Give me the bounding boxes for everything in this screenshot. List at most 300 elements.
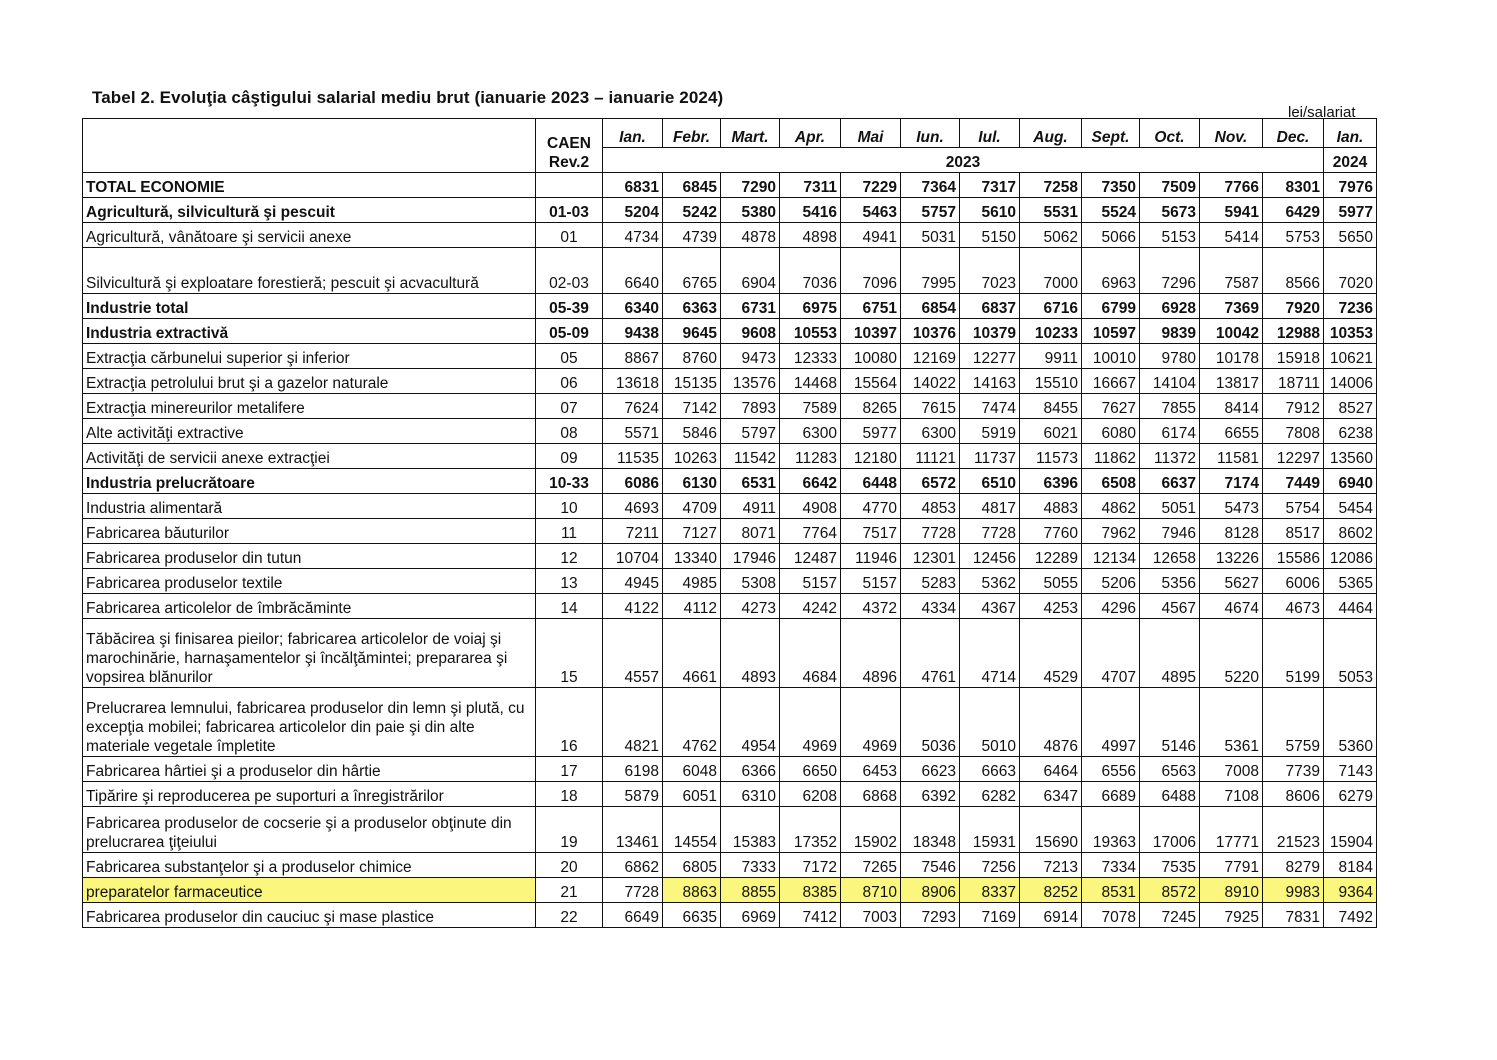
value-cell: 8184: [1324, 853, 1377, 878]
table-row: [83, 344, 1377, 369]
value-cell: 4898: [780, 223, 841, 248]
value-cell: 4911: [721, 494, 780, 519]
value-cell: 5206: [1082, 569, 1140, 594]
caen-code-cell: 17: [536, 757, 603, 782]
activity-name-cell: Fabricarea băuturilor: [83, 519, 536, 544]
value-cell: 15904: [1324, 807, 1377, 853]
value-cell: 6429: [1263, 198, 1324, 223]
value-cell: 10178: [1200, 344, 1263, 369]
value-cell: 6765: [663, 248, 721, 294]
caen-code-cell: 16: [536, 688, 603, 757]
month-header: Ian.: [603, 119, 663, 148]
activity-name-cell: Prelucrarea lemnului, fabricarea produselor din lemn şi plută, cu excepţia mobilei; fabricarea articolelor din paie şi din alte materiale vegetale împletite: [83, 688, 536, 757]
value-cell: 7245: [1140, 903, 1200, 928]
value-cell: 5977: [841, 419, 901, 444]
value-cell: 4253: [1020, 594, 1082, 619]
caen-label: CAEN: [547, 135, 591, 152]
value-cell: 4734: [603, 223, 663, 248]
value-cell: 6174: [1140, 419, 1200, 444]
value-cell: 12134: [1082, 544, 1140, 569]
value-cell: 12169: [901, 344, 960, 369]
value-cell: 5199: [1263, 619, 1324, 688]
value-cell: 6396: [1020, 469, 1082, 494]
activity-name-cell: Industria alimentară: [83, 494, 536, 519]
value-cell: 7760: [1020, 519, 1082, 544]
value-cell: 7962: [1082, 519, 1140, 544]
table-row: [83, 853, 1377, 878]
value-cell: 7587: [1200, 248, 1263, 294]
caen-code-cell: 01-03: [536, 198, 603, 223]
value-cell: 8566: [1263, 248, 1324, 294]
month-header: Mart.: [721, 119, 780, 148]
caen-code-cell: [536, 173, 603, 198]
value-cell: 6649: [603, 903, 663, 928]
value-cell: 15902: [841, 807, 901, 853]
value-cell: 10010: [1082, 344, 1140, 369]
value-cell: 7739: [1263, 757, 1324, 782]
value-cell: 7008: [1200, 757, 1263, 782]
table-row: [83, 903, 1377, 928]
value-cell: 12456: [960, 544, 1020, 569]
activity-name-cell: Industria prelucrătoare: [83, 469, 536, 494]
value-cell: 13618: [603, 369, 663, 394]
value-cell: 8252: [1020, 878, 1082, 903]
salary-table: [82, 118, 1377, 928]
value-cell: 7096: [841, 248, 901, 294]
caen-code-cell: 08: [536, 419, 603, 444]
caen-code-cell: 05: [536, 344, 603, 369]
value-cell: 7766: [1200, 173, 1263, 198]
value-cell: 7808: [1263, 419, 1324, 444]
value-cell: 7350: [1082, 173, 1140, 198]
value-cell: 12180: [841, 444, 901, 469]
value-cell: 13576: [721, 369, 780, 394]
year-2023-header: 2023: [603, 148, 1324, 173]
value-cell: 7369: [1200, 294, 1263, 319]
value-cell: 5627: [1200, 569, 1263, 594]
value-cell: 6198: [603, 757, 663, 782]
value-cell: 4529: [1020, 619, 1082, 688]
value-cell: 5150: [960, 223, 1020, 248]
value-cell: 4372: [841, 594, 901, 619]
caen-code-cell: 01: [536, 223, 603, 248]
table-row: [83, 469, 1377, 494]
value-cell: 4821: [603, 688, 663, 757]
value-cell: 16667: [1082, 369, 1140, 394]
table-row: [83, 444, 1377, 469]
value-cell: 5010: [960, 688, 1020, 757]
value-cell: 6663: [960, 757, 1020, 782]
activity-name-cell: Agricultură, vânătoare şi servicii anexe: [83, 223, 536, 248]
value-cell: 8517: [1263, 519, 1324, 544]
value-cell: 7893: [721, 394, 780, 419]
value-cell: 7293: [901, 903, 960, 928]
value-cell: 10621: [1324, 344, 1377, 369]
month-header-row: [83, 119, 1377, 148]
value-cell: 18711: [1263, 369, 1324, 394]
value-cell: 4770: [841, 494, 901, 519]
activity-name-cell: Tăbăcirea şi finisarea pieilor; fabricarea articolelor de voiaj şi marochinărie, harnaşamentelor şi încălţămintei; prepararea şi vopsirea blănurilor: [83, 619, 536, 688]
table-row: [83, 198, 1377, 223]
caen-code-cell: 20: [536, 853, 603, 878]
value-cell: 4876: [1020, 688, 1082, 757]
value-cell: 6563: [1140, 757, 1200, 782]
value-cell: 7589: [780, 394, 841, 419]
value-cell: 6366: [721, 757, 780, 782]
month-header: Aug.: [1020, 119, 1082, 148]
value-cell: 4969: [841, 688, 901, 757]
caen-code-cell: 05-09: [536, 319, 603, 344]
value-cell: 9839: [1140, 319, 1200, 344]
value-cell: 7229: [841, 173, 901, 198]
value-cell: 6392: [901, 782, 960, 807]
value-cell: 17006: [1140, 807, 1200, 853]
caen-header-cell: [536, 119, 603, 173]
value-cell: 6928: [1140, 294, 1200, 319]
value-cell: 15931: [960, 807, 1020, 853]
value-cell: 6975: [780, 294, 841, 319]
caen-rev-label: Rev.2: [548, 154, 590, 171]
value-cell: 7624: [603, 394, 663, 419]
value-cell: 6831: [603, 173, 663, 198]
value-cell: 5416: [780, 198, 841, 223]
value-cell: 21523: [1263, 807, 1324, 853]
value-cell: 11573: [1020, 444, 1082, 469]
caen-code-cell: 09: [536, 444, 603, 469]
value-cell: 6464: [1020, 757, 1082, 782]
activity-name-cell: Fabricarea hârtiei şi a produselor din hârtie: [83, 757, 536, 782]
value-cell: 8527: [1324, 394, 1377, 419]
value-cell: 7364: [901, 173, 960, 198]
value-cell: 10397: [841, 319, 901, 344]
value-cell: 7236: [1324, 294, 1377, 319]
value-cell: 6868: [841, 782, 901, 807]
value-cell: 4693: [603, 494, 663, 519]
value-cell: 11542: [721, 444, 780, 469]
value-cell: 7003: [841, 903, 901, 928]
value-cell: 9473: [721, 344, 780, 369]
value-cell: 12487: [780, 544, 841, 569]
value-cell: 4367: [960, 594, 1020, 619]
value-cell: 6300: [901, 419, 960, 444]
table-row: [83, 688, 1377, 757]
value-cell: 7764: [780, 519, 841, 544]
value-cell: 7258: [1020, 173, 1082, 198]
value-cell: 10353: [1324, 319, 1377, 344]
value-cell: 4739: [663, 223, 721, 248]
value-cell: 6837: [960, 294, 1020, 319]
value-cell: 6080: [1082, 419, 1140, 444]
value-cell: 8279: [1263, 853, 1324, 878]
value-cell: 4817: [960, 494, 1020, 519]
value-cell: 15383: [721, 807, 780, 853]
value-cell: 12297: [1263, 444, 1324, 469]
value-cell: 7317: [960, 173, 1020, 198]
value-cell: 15690: [1020, 807, 1082, 853]
caen-code-cell: 10: [536, 494, 603, 519]
value-cell: 13226: [1200, 544, 1263, 569]
value-cell: 4878: [721, 223, 780, 248]
value-cell: 5977: [1324, 198, 1377, 223]
activity-name-cell: Fabricarea produselor din tutun: [83, 544, 536, 569]
value-cell: 13461: [603, 807, 663, 853]
value-cell: 7311: [780, 173, 841, 198]
value-cell: 6448: [841, 469, 901, 494]
value-cell: 8602: [1324, 519, 1377, 544]
value-cell: 11862: [1082, 444, 1140, 469]
value-cell: 8414: [1200, 394, 1263, 419]
value-cell: 5157: [780, 569, 841, 594]
value-cell: 9911: [1020, 344, 1082, 369]
value-cell: 5283: [901, 569, 960, 594]
table-row: [83, 419, 1377, 444]
value-cell: 6572: [901, 469, 960, 494]
value-cell: 5414: [1200, 223, 1263, 248]
value-cell: 7000: [1020, 248, 1082, 294]
caen-code-cell: 06: [536, 369, 603, 394]
caen-code-cell: 19: [536, 807, 603, 853]
activity-name-cell: Extracţia cărbunelui superior şi inferior: [83, 344, 536, 369]
value-cell: 8867: [603, 344, 663, 369]
table-row: [83, 394, 1377, 419]
value-cell: 11581: [1200, 444, 1263, 469]
activity-name-cell: Fabricarea produselor din cauciuc şi mase plastice: [83, 903, 536, 928]
table-row: [83, 369, 1377, 394]
value-cell: 8760: [663, 344, 721, 369]
value-cell: 7023: [960, 248, 1020, 294]
value-cell: 5673: [1140, 198, 1200, 223]
value-cell: 4242: [780, 594, 841, 619]
value-cell: 6805: [663, 853, 721, 878]
value-cell: 5454: [1324, 494, 1377, 519]
value-cell: 6279: [1324, 782, 1377, 807]
value-cell: 7036: [780, 248, 841, 294]
value-cell: 5650: [1324, 223, 1377, 248]
value-cell: 9780: [1140, 344, 1200, 369]
value-cell: 7791: [1200, 853, 1263, 878]
value-cell: 6969: [721, 903, 780, 928]
value-cell: 10042: [1200, 319, 1263, 344]
caen-code-cell: 21: [536, 878, 603, 903]
value-cell: 4557: [603, 619, 663, 688]
value-cell: 4954: [721, 688, 780, 757]
value-cell: 6488: [1140, 782, 1200, 807]
value-cell: 7946: [1140, 519, 1200, 544]
caen-code-cell: 02-03: [536, 248, 603, 294]
value-cell: 5754: [1263, 494, 1324, 519]
table-row: [83, 569, 1377, 594]
value-cell: 7855: [1140, 394, 1200, 419]
value-cell: 4334: [901, 594, 960, 619]
value-cell: 4895: [1140, 619, 1200, 688]
value-cell: 17771: [1200, 807, 1263, 853]
value-cell: 5879: [603, 782, 663, 807]
month-header: Apr.: [780, 119, 841, 148]
value-cell: 5531: [1020, 198, 1082, 223]
value-cell: 5356: [1140, 569, 1200, 594]
value-cell: 5463: [841, 198, 901, 223]
value-cell: 12988: [1263, 319, 1324, 344]
value-cell: 8128: [1200, 519, 1263, 544]
value-cell: 7449: [1263, 469, 1324, 494]
value-cell: 7615: [901, 394, 960, 419]
value-cell: 13817: [1200, 369, 1263, 394]
month-header: Ian.: [1324, 119, 1377, 148]
value-cell: 5362: [960, 569, 1020, 594]
value-cell: 11946: [841, 544, 901, 569]
value-cell: 5031: [901, 223, 960, 248]
value-cell: 7256: [960, 853, 1020, 878]
value-cell: 5757: [901, 198, 960, 223]
caen-code-cell: 07: [536, 394, 603, 419]
value-cell: 4709: [663, 494, 721, 519]
value-cell: 11372: [1140, 444, 1200, 469]
month-header: Mai: [841, 119, 901, 148]
value-cell: 12277: [960, 344, 1020, 369]
value-cell: 5204: [603, 198, 663, 223]
value-cell: 7333: [721, 853, 780, 878]
table-row: [83, 782, 1377, 807]
value-cell: 6510: [960, 469, 1020, 494]
activity-name-cell: Fabricarea produselor textile: [83, 569, 536, 594]
value-cell: 10597: [1082, 319, 1140, 344]
value-cell: 14163: [960, 369, 1020, 394]
value-cell: 7831: [1263, 903, 1324, 928]
value-cell: 7334: [1082, 853, 1140, 878]
value-cell: 5846: [663, 419, 721, 444]
activity-name-cell: Fabricarea produselor de cocserie şi a produselor obţinute din prelucrarea ţiţeiului: [83, 807, 536, 853]
value-cell: 5066: [1082, 223, 1140, 248]
value-cell: 14022: [901, 369, 960, 394]
activity-name-cell: Alte activităţi extractive: [83, 419, 536, 444]
value-cell: 5053: [1324, 619, 1377, 688]
value-cell: 7976: [1324, 173, 1377, 198]
year-2024-header: 2024: [1324, 148, 1377, 173]
value-cell: 8455: [1020, 394, 1082, 419]
value-cell: 6300: [780, 419, 841, 444]
value-cell: 6347: [1020, 782, 1082, 807]
value-cell: 14104: [1140, 369, 1200, 394]
value-cell: 8710: [841, 878, 901, 903]
value-cell: 11283: [780, 444, 841, 469]
value-cell: 4862: [1082, 494, 1140, 519]
value-cell: 6340: [603, 294, 663, 319]
value-cell: 9364: [1324, 878, 1377, 903]
value-cell: 7492: [1324, 903, 1377, 928]
value-cell: 6453: [841, 757, 901, 782]
value-cell: 5062: [1020, 223, 1082, 248]
value-cell: 5919: [960, 419, 1020, 444]
value-cell: 6642: [780, 469, 841, 494]
value-cell: 6799: [1082, 294, 1140, 319]
value-cell: 7517: [841, 519, 901, 544]
value-cell: 5055: [1020, 569, 1082, 594]
table-body: [83, 173, 1377, 928]
value-cell: 6845: [663, 173, 721, 198]
value-cell: 5571: [603, 419, 663, 444]
activity-name-cell: Industria extractivă: [83, 319, 536, 344]
value-cell: 4464: [1324, 594, 1377, 619]
value-cell: 6940: [1324, 469, 1377, 494]
caen-code-cell: 11: [536, 519, 603, 544]
caen-code-cell: 13: [536, 569, 603, 594]
value-cell: 4941: [841, 223, 901, 248]
table-row: [83, 807, 1377, 853]
value-cell: 8531: [1082, 878, 1140, 903]
value-cell: 6086: [603, 469, 663, 494]
month-header: Iul.: [960, 119, 1020, 148]
activity-name-cell: Tipărire şi reproducerea pe suporturi a înregistrărilor: [83, 782, 536, 807]
value-cell: 5365: [1324, 569, 1377, 594]
value-cell: 6640: [603, 248, 663, 294]
value-cell: 12289: [1020, 544, 1082, 569]
value-cell: 7020: [1324, 248, 1377, 294]
value-cell: 5753: [1263, 223, 1324, 248]
unit-label: lei/salariat: [1288, 104, 1356, 121]
value-cell: 5153: [1140, 223, 1200, 248]
value-cell: 6751: [841, 294, 901, 319]
caen-code-cell: 18: [536, 782, 603, 807]
value-cell: 4273: [721, 594, 780, 619]
value-cell: 8906: [901, 878, 960, 903]
value-cell: 5036: [901, 688, 960, 757]
value-cell: 7172: [780, 853, 841, 878]
value-cell: 7535: [1140, 853, 1200, 878]
value-cell: 14554: [663, 807, 721, 853]
value-cell: 4122: [603, 594, 663, 619]
value-cell: 7143: [1324, 757, 1377, 782]
value-cell: 6904: [721, 248, 780, 294]
value-cell: 8071: [721, 519, 780, 544]
value-cell: 4296: [1082, 594, 1140, 619]
table-row: [83, 494, 1377, 519]
value-cell: 6130: [663, 469, 721, 494]
value-cell: 7142: [663, 394, 721, 419]
value-cell: 6021: [1020, 419, 1082, 444]
value-cell: 13560: [1324, 444, 1377, 469]
activity-name-cell: TOTAL ECONOMIE: [83, 173, 536, 198]
value-cell: 6556: [1082, 757, 1140, 782]
value-cell: 6531: [721, 469, 780, 494]
value-cell: 7728: [901, 519, 960, 544]
value-cell: 7213: [1020, 853, 1082, 878]
value-cell: 6006: [1263, 569, 1324, 594]
value-cell: 6363: [663, 294, 721, 319]
value-cell: 7546: [901, 853, 960, 878]
caen-code-cell: 10-33: [536, 469, 603, 494]
value-cell: 4997: [1082, 688, 1140, 757]
value-cell: 8301: [1263, 173, 1324, 198]
caen-code-cell: 12: [536, 544, 603, 569]
value-cell: 12301: [901, 544, 960, 569]
month-header: Dec.: [1263, 119, 1324, 148]
table-row: [83, 294, 1377, 319]
value-cell: 4883: [1020, 494, 1082, 519]
value-cell: 15586: [1263, 544, 1324, 569]
month-header: Sept.: [1082, 119, 1140, 148]
value-cell: 4762: [663, 688, 721, 757]
value-cell: 4908: [780, 494, 841, 519]
value-cell: 11121: [901, 444, 960, 469]
value-cell: 5220: [1200, 619, 1263, 688]
caen-code-cell: 15: [536, 619, 603, 688]
value-cell: 7078: [1082, 903, 1140, 928]
value-cell: 7995: [901, 248, 960, 294]
value-cell: 10379: [960, 319, 1020, 344]
value-cell: 6862: [603, 853, 663, 878]
value-cell: 9438: [603, 319, 663, 344]
value-cell: 14006: [1324, 369, 1377, 394]
